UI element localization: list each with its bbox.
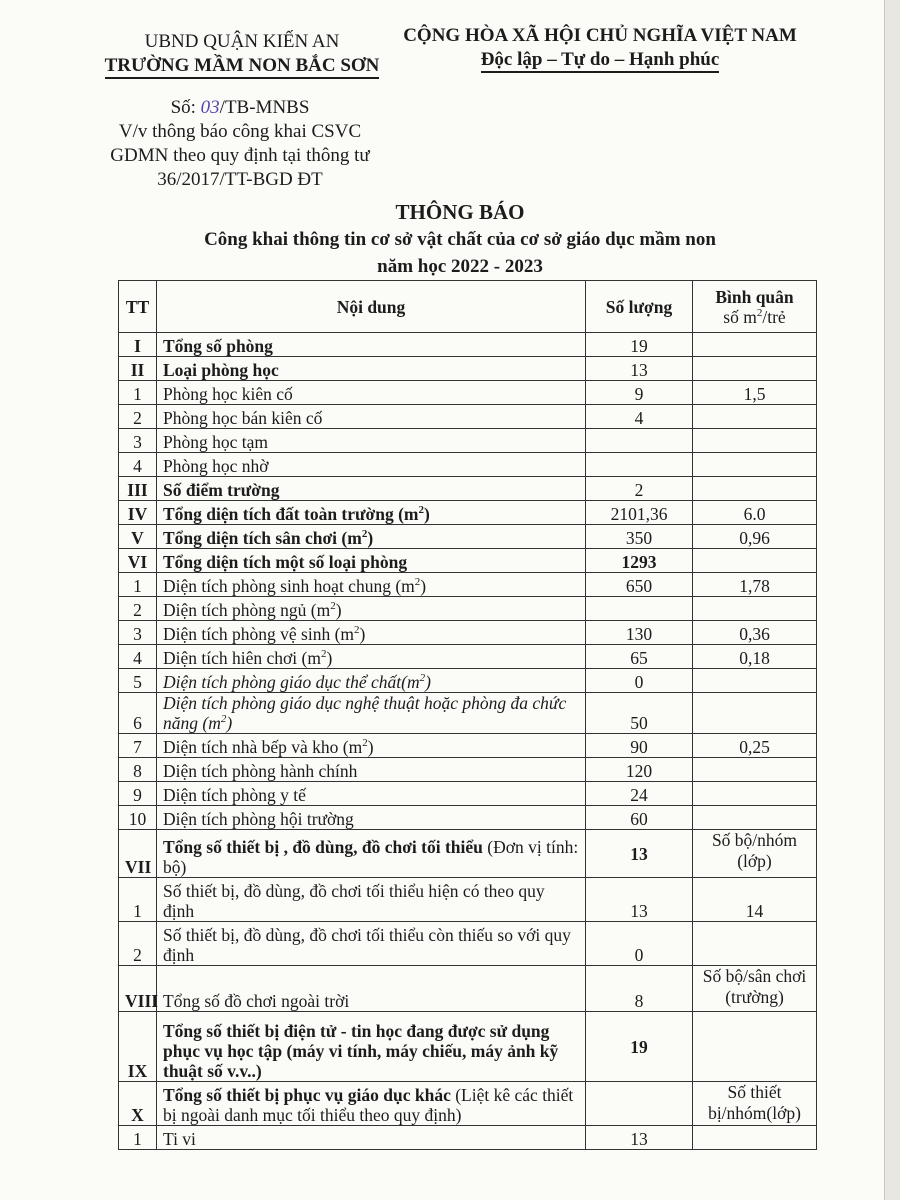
quantity-cell bbox=[586, 1082, 693, 1126]
nation-name: CỘNG HÒA XÃ HỘI CHỦ NGHĨA VIỆT NAM bbox=[403, 25, 797, 46]
average-cell: 6.0 bbox=[693, 501, 817, 525]
row-number: 7 bbox=[119, 734, 157, 758]
average-cell bbox=[693, 453, 817, 477]
row-number: 2 bbox=[119, 922, 157, 966]
table-row bbox=[119, 501, 817, 525]
table-row bbox=[119, 549, 817, 573]
row-content: Số thiết bị, đồ dùng, đồ chơi tối thiểu hiện có theo quy định bbox=[157, 878, 586, 922]
subject-line-1: V/v thông báo công khai CSVC bbox=[118, 121, 362, 142]
row-number: 4 bbox=[119, 453, 157, 477]
quantity-cell: 350 bbox=[586, 525, 693, 549]
row-content: Diện tích nhà bếp và kho $(m^2)$ bbox=[157, 734, 586, 758]
quantity-cell: 120 bbox=[586, 758, 693, 782]
average-cell: 0,96 bbox=[693, 525, 817, 549]
quantity-cell: 4 bbox=[586, 405, 693, 429]
quantity-cell: 1293 bbox=[586, 549, 693, 573]
table-row bbox=[119, 966, 817, 1012]
quantity-cell: 19 bbox=[586, 333, 693, 357]
document-subtitle: Công khai thông tin cơ sở vật chất của cơ sở giáo dục mầm non bbox=[204, 229, 716, 250]
row-content: Diện tích phòng giáo dục thể $chất(m^2)$ bbox=[157, 669, 586, 693]
table-row bbox=[119, 734, 817, 758]
quantity-cell: 8 bbox=[586, 966, 693, 1012]
quantity-cell: 2 bbox=[586, 477, 693, 501]
average-cell: 14 bbox=[693, 878, 817, 922]
header-content: Nội dung bbox=[157, 281, 586, 333]
subject-line-3: 36/2017/TT-BGD ĐT bbox=[157, 169, 323, 190]
issuing-organization bbox=[92, 30, 392, 79]
row-content: Tổng số phòng bbox=[157, 333, 586, 357]
table-row bbox=[119, 333, 817, 357]
average-cell: Số bộ/sân chơi (trường) bbox=[693, 966, 817, 1012]
average-cell bbox=[693, 693, 817, 734]
average-cell bbox=[693, 922, 817, 966]
quantity-cell: 13 bbox=[586, 878, 693, 922]
average-cell bbox=[693, 429, 817, 453]
table-row bbox=[119, 525, 817, 549]
header-quantity: Số lượng bbox=[586, 281, 693, 333]
row-content: Tổng diện tích đất toàn trường $(m^2)$ bbox=[157, 501, 586, 525]
school-year: năm học 2022 - 2023 bbox=[377, 256, 543, 277]
row-number: 6 bbox=[119, 693, 157, 734]
table-row bbox=[119, 806, 817, 830]
table-row bbox=[119, 830, 817, 878]
row-content: Phòng học tạm bbox=[157, 429, 586, 453]
average-cell bbox=[693, 782, 817, 806]
table-row bbox=[119, 453, 817, 477]
average-cell bbox=[693, 1126, 817, 1150]
table-row bbox=[119, 1082, 817, 1126]
row-number: X bbox=[119, 1082, 157, 1126]
row-number: IV bbox=[119, 501, 157, 525]
table-row bbox=[119, 429, 817, 453]
table-row bbox=[119, 573, 817, 597]
row-number: 1 bbox=[119, 381, 157, 405]
header-average: Bình quân số $m^2$/trẻ bbox=[693, 281, 817, 333]
average-cell bbox=[693, 758, 817, 782]
facilities-table bbox=[118, 280, 817, 1150]
row-content: Tổng diện tích sân chơi $(m^2)$ bbox=[157, 525, 586, 549]
average-cell bbox=[693, 405, 817, 429]
row-number: 4 bbox=[119, 645, 157, 669]
table-row bbox=[119, 878, 817, 922]
row-content: Tổng số thiết bị điện tử - tin học đang được sử dụng phục vụ học tập (máy vi tính, máy chiếu, máy ảnh kỹ thuật số v.v..) bbox=[157, 1012, 586, 1082]
table-row bbox=[119, 758, 817, 782]
quantity-cell: 2101,36 bbox=[586, 501, 693, 525]
district-name: UBND QUẬN KIẾN AN bbox=[144, 31, 340, 52]
row-content: Loại phòng học bbox=[157, 357, 586, 381]
school-name: TRƯỜNG MẦM NON BẮC SƠN bbox=[92, 54, 392, 79]
row-number: 3 bbox=[119, 621, 157, 645]
row-content: Tổng số thiết bị phục vụ giáo dục khác (Liệt kê các thiết bị ngoài danh mục tối thiểu theo quy định) bbox=[157, 1082, 586, 1126]
row-number: VII bbox=[119, 830, 157, 878]
quantity-cell: 130 bbox=[586, 621, 693, 645]
row-number: II bbox=[119, 357, 157, 381]
row-number: VI bbox=[119, 549, 157, 573]
row-number: V bbox=[119, 525, 157, 549]
row-content: Diện tích phòng sinh hoạt chung $(m^2)$ bbox=[157, 573, 586, 597]
average-cell bbox=[693, 477, 817, 501]
document-title-block bbox=[100, 198, 820, 280]
quantity-cell bbox=[586, 453, 693, 477]
quantity-cell bbox=[586, 429, 693, 453]
table-row bbox=[119, 477, 817, 501]
document-reference bbox=[100, 96, 380, 192]
row-number: 5 bbox=[119, 669, 157, 693]
average-cell: 0,18 bbox=[693, 645, 817, 669]
average-cell bbox=[693, 669, 817, 693]
row-content: Diện tích phòng hành chính bbox=[157, 758, 586, 782]
average-cell bbox=[693, 333, 817, 357]
row-number: 2 bbox=[119, 405, 157, 429]
quantity-cell: 13 bbox=[586, 1126, 693, 1150]
average-cell bbox=[693, 806, 817, 830]
average-cell bbox=[693, 1012, 817, 1082]
page-edge bbox=[884, 0, 900, 1200]
average-cell: Số bộ/nhóm (lớp) bbox=[693, 830, 817, 878]
row-number: I bbox=[119, 333, 157, 357]
quantity-cell: 60 bbox=[586, 806, 693, 830]
motto-line: Độc lập – Tự do – Hạnh phúc bbox=[390, 48, 810, 73]
table-row bbox=[119, 381, 817, 405]
table-row bbox=[119, 782, 817, 806]
quantity-cell: 19 bbox=[586, 1012, 693, 1082]
average-cell bbox=[693, 357, 817, 381]
row-number: VIII bbox=[119, 966, 157, 1012]
table-header-row bbox=[119, 281, 817, 333]
quantity-cell: 24 bbox=[586, 782, 693, 806]
subject-line-2: GDMN theo quy định tại thông tư bbox=[110, 145, 370, 166]
table-row bbox=[119, 1126, 817, 1150]
quantity-cell: 65 bbox=[586, 645, 693, 669]
row-number: 9 bbox=[119, 782, 157, 806]
row-number: 1 bbox=[119, 878, 157, 922]
row-number: 3 bbox=[119, 429, 157, 453]
quantity-cell: 50 bbox=[586, 693, 693, 734]
quantity-cell: 13 bbox=[586, 357, 693, 381]
average-cell bbox=[693, 597, 817, 621]
table-row bbox=[119, 645, 817, 669]
row-number: 1 bbox=[119, 1126, 157, 1150]
quantity-cell bbox=[586, 597, 693, 621]
table-row bbox=[119, 597, 817, 621]
average-cell bbox=[693, 549, 817, 573]
average-cell: 0,36 bbox=[693, 621, 817, 645]
row-content: Diện tích phòng y tế bbox=[157, 782, 586, 806]
row-number: IX bbox=[119, 1012, 157, 1082]
table-row bbox=[119, 405, 817, 429]
average-cell: Số thiết bị/nhóm(lớp) bbox=[693, 1082, 817, 1126]
row-content: Tổng số đồ chơi ngoài trời bbox=[157, 966, 586, 1012]
table-row bbox=[119, 357, 817, 381]
row-content: Phòng học nhờ bbox=[157, 453, 586, 477]
table-row bbox=[119, 922, 817, 966]
table-row bbox=[119, 669, 817, 693]
quantity-cell: 0 bbox=[586, 922, 693, 966]
row-content: Số điểm trường bbox=[157, 477, 586, 501]
average-cell: 1,78 bbox=[693, 573, 817, 597]
header-tt: TT bbox=[119, 281, 157, 333]
row-content: Diện tích hiên chơi $(m^2)$ bbox=[157, 645, 586, 669]
table-row bbox=[119, 693, 817, 734]
row-content: Diện tích phòng hội trường bbox=[157, 806, 586, 830]
quantity-cell: 650 bbox=[586, 573, 693, 597]
row-content: Tổng số thiết bị , đồ dùng, đồ chơi tối thiểu (Đơn vị tính: bộ) bbox=[157, 830, 586, 878]
quantity-cell: 90 bbox=[586, 734, 693, 758]
row-number: III bbox=[119, 477, 157, 501]
document-number: Số: 03/TB-MNBS bbox=[170, 97, 310, 118]
row-content: Số thiết bị, đồ dùng, đồ chơi tối thiểu còn thiếu so với quy định bbox=[157, 922, 586, 966]
table-row bbox=[119, 621, 817, 645]
quantity-cell: 13 bbox=[586, 830, 693, 878]
table-row bbox=[119, 1012, 817, 1082]
row-content: Phòng học bán kiên cố bbox=[157, 405, 586, 429]
quantity-cell: 9 bbox=[586, 381, 693, 405]
row-number: 10 bbox=[119, 806, 157, 830]
average-cell: 0,25 bbox=[693, 734, 817, 758]
row-content: Diện tích phòng ngủ $(m^2)$ bbox=[157, 597, 586, 621]
row-content: Phòng học kiên cố bbox=[157, 381, 586, 405]
row-content: Ti vi bbox=[157, 1126, 586, 1150]
row-content: Tổng diện tích một số loại phòng bbox=[157, 549, 586, 573]
row-content: Diện tích phòng giáo dục nghệ thuật hoặc phòng đa chức năng $(m^2)$ bbox=[157, 693, 586, 734]
quantity-cell: 0 bbox=[586, 669, 693, 693]
row-number: 1 bbox=[119, 573, 157, 597]
row-content: Diện tích phòng vệ $\sinh (m^2)$ bbox=[157, 621, 586, 645]
document-title: THÔNG BÁO bbox=[395, 200, 525, 224]
row-number: 2 bbox=[119, 597, 157, 621]
average-cell: 1,5 bbox=[693, 381, 817, 405]
row-number: 8 bbox=[119, 758, 157, 782]
handwritten-number: 03 bbox=[200, 97, 220, 118]
national-motto bbox=[390, 24, 810, 73]
